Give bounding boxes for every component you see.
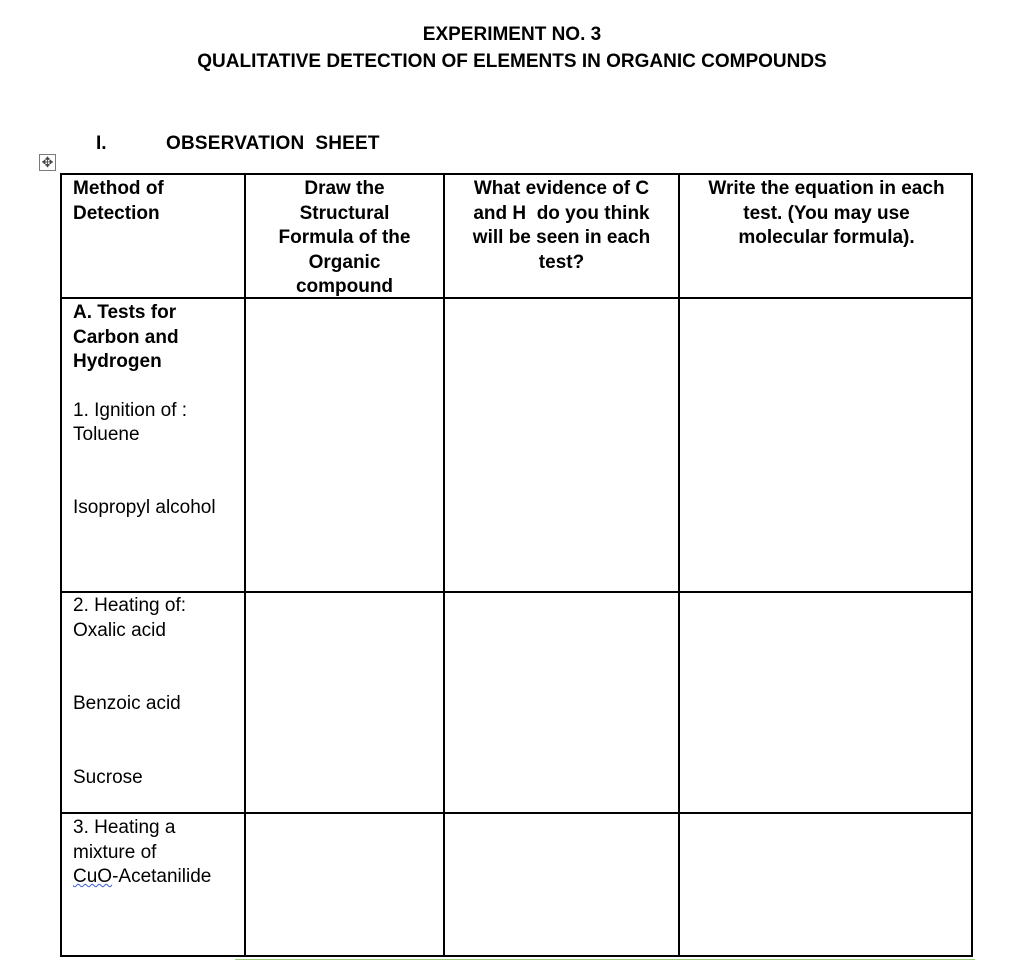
header-text: Formula of the	[278, 227, 411, 248]
header-method-of-detection	[73, 177, 164, 226]
row-divider	[62, 297, 971, 299]
sample-sucrose: Sucrose	[73, 767, 143, 788]
header-text: Write the equation in each	[708, 178, 945, 199]
header-text: Organic	[308, 251, 381, 273]
row3-text: mixture of	[73, 841, 157, 863]
header-text: Draw the	[304, 178, 385, 199]
observation-table	[60, 173, 973, 957]
page-edge-line	[235, 959, 975, 960]
row1-item-label: 1. Ignition of :	[73, 400, 188, 421]
row1-heading	[73, 301, 179, 375]
header-text: test. (You may use	[743, 202, 910, 224]
header-text: and H do you think	[473, 202, 650, 224]
row3-text: 3. Heating a	[73, 817, 176, 838]
sample-oxalic-acid: Oxalic acid	[73, 620, 166, 641]
document-subtitle: QUALITATIVE DETECTION OF ELEMENTS IN ORGANIC COMPOUNDS	[197, 51, 827, 72]
document-title: EXPERIMENT NO. 3	[422, 24, 602, 45]
row-heading-text: Carbon and	[73, 326, 179, 348]
move-handle-icon[interactable]: ✥	[39, 154, 56, 171]
row3-method	[73, 816, 211, 890]
header-text: Detection	[73, 202, 160, 224]
row-heading-text: A. Tests for	[73, 302, 177, 323]
header-evidence	[445, 177, 678, 275]
header-structural-formula	[246, 177, 443, 300]
column-divider	[678, 175, 680, 955]
header-text: will be seen in each	[472, 227, 651, 248]
header-text: Method of	[73, 178, 164, 199]
row-divider	[62, 812, 971, 814]
sample-isopropyl-alcohol: Isopropyl alcohol	[73, 497, 216, 518]
acetanilide-text: -Acetanilide	[112, 866, 212, 887]
header-text: What evidence of C	[473, 178, 650, 199]
header-text: molecular formula).	[738, 227, 915, 248]
header-equation	[680, 177, 973, 251]
sample-cuo-acetanilide	[73, 865, 211, 890]
row-divider	[62, 591, 971, 593]
section-title: OBSERVATION SHEET	[166, 133, 380, 154]
row2-item-label: 2. Heating of:	[73, 595, 187, 616]
sample-toluene: Toluene	[73, 424, 140, 445]
column-divider	[443, 175, 445, 955]
header-text: compound	[295, 276, 394, 297]
header-text: Structural	[299, 202, 390, 224]
header-text: test?	[538, 251, 585, 273]
cuo-text: CuO	[73, 866, 113, 887]
row-heading-text: Hydrogen	[73, 351, 162, 372]
sample-benzoic-acid: Benzoic acid	[73, 693, 181, 714]
section-number: I.	[96, 133, 107, 154]
